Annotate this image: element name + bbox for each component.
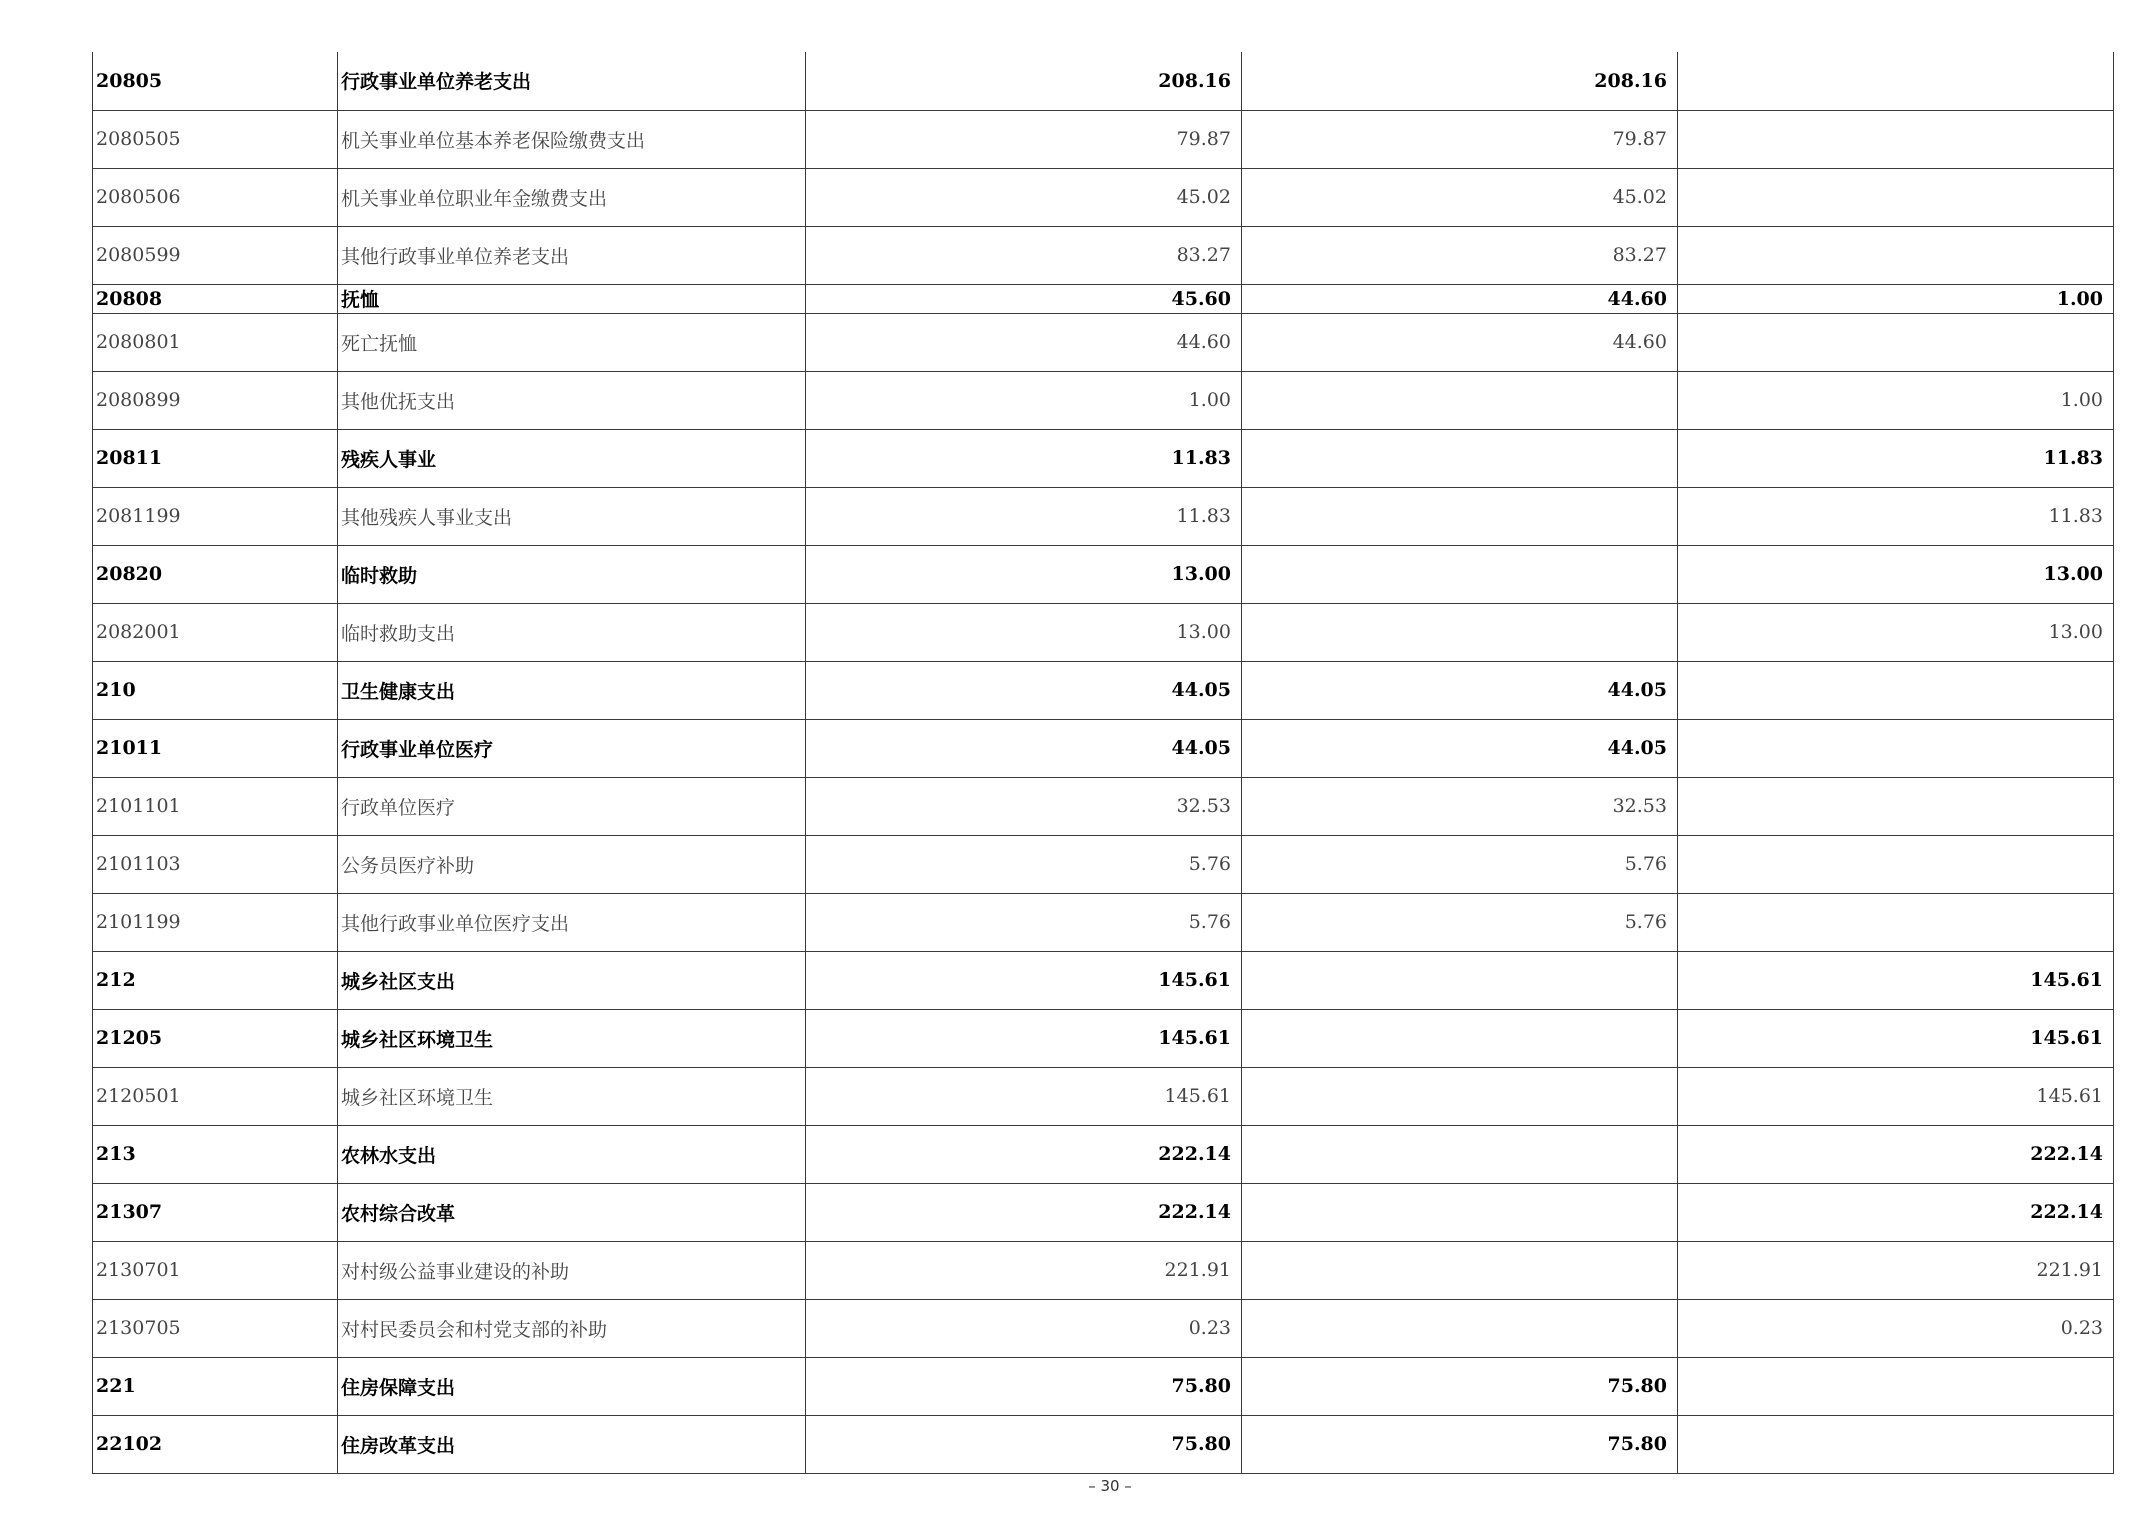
table-row xyxy=(93,429,2114,487)
cell-code: 2101103 xyxy=(93,835,338,893)
cell-total: 44.60 xyxy=(806,313,1242,371)
cell-code: 2130701 xyxy=(93,1241,338,1299)
cell-basic-expenditure: 75.80 xyxy=(1242,1415,1678,1473)
cell-total: 5.76 xyxy=(806,893,1242,951)
table-body xyxy=(93,52,2114,1473)
cell-total: 5.76 xyxy=(806,835,1242,893)
table-row xyxy=(93,487,2114,545)
cell-basic-expenditure xyxy=(1242,429,1678,487)
cell-basic-expenditure: 44.05 xyxy=(1242,661,1678,719)
cell-project-expenditure xyxy=(1678,893,2114,951)
cell-code: 2081199 xyxy=(93,487,338,545)
cell-project-expenditure xyxy=(1678,1357,2114,1415)
cell-total: 11.83 xyxy=(806,429,1242,487)
cell-project-expenditure: 145.61 xyxy=(1678,1067,2114,1125)
cell-basic-expenditure xyxy=(1242,951,1678,1009)
cell-name: 卫生健康支出 xyxy=(338,661,806,719)
cell-name: 其他行政事业单位医疗支出 xyxy=(338,893,806,951)
cell-code: 2082001 xyxy=(93,603,338,661)
cell-code: 2120501 xyxy=(93,1067,338,1125)
table-row xyxy=(93,545,2114,603)
cell-basic-expenditure: 45.02 xyxy=(1242,168,1678,226)
table-row xyxy=(93,1357,2114,1415)
table-row xyxy=(93,284,2114,313)
cell-project-expenditure: 13.00 xyxy=(1678,545,2114,603)
cell-project-expenditure xyxy=(1678,835,2114,893)
cell-basic-expenditure xyxy=(1242,1067,1678,1125)
cell-basic-expenditure xyxy=(1242,545,1678,603)
cell-project-expenditure xyxy=(1678,168,2114,226)
table-row xyxy=(93,1009,2114,1067)
cell-name: 城乡社区环境卫生 xyxy=(338,1067,806,1125)
cell-basic-expenditure: 44.60 xyxy=(1242,284,1678,313)
table-row xyxy=(93,110,2114,168)
cell-code: 213 xyxy=(93,1125,338,1183)
cell-total: 222.14 xyxy=(806,1125,1242,1183)
table-row xyxy=(93,661,2114,719)
cell-basic-expenditure xyxy=(1242,1183,1678,1241)
cell-project-expenditure xyxy=(1678,661,2114,719)
cell-code: 20820 xyxy=(93,545,338,603)
table-row xyxy=(93,52,2114,110)
table-row xyxy=(93,1415,2114,1473)
cell-total: 32.53 xyxy=(806,777,1242,835)
table-row xyxy=(93,835,2114,893)
table-row xyxy=(93,893,2114,951)
table-row xyxy=(93,719,2114,777)
cell-name: 城乡社区环境卫生 xyxy=(338,1009,806,1067)
cell-basic-expenditure: 208.16 xyxy=(1242,52,1678,110)
cell-code: 21307 xyxy=(93,1183,338,1241)
cell-basic-expenditure: 79.87 xyxy=(1242,110,1678,168)
cell-total: 75.80 xyxy=(806,1357,1242,1415)
cell-project-expenditure xyxy=(1678,52,2114,110)
cell-name: 死亡抚恤 xyxy=(338,313,806,371)
cell-project-expenditure: 222.14 xyxy=(1678,1125,2114,1183)
cell-total: 83.27 xyxy=(806,226,1242,284)
cell-basic-expenditure xyxy=(1242,1125,1678,1183)
cell-basic-expenditure: 44.05 xyxy=(1242,719,1678,777)
cell-code: 221 xyxy=(93,1357,338,1415)
cell-project-expenditure: 13.00 xyxy=(1678,603,2114,661)
cell-basic-expenditure xyxy=(1242,603,1678,661)
cell-name: 对村级公益事业建设的补助 xyxy=(338,1241,806,1299)
cell-name: 行政事业单位医疗 xyxy=(338,719,806,777)
cell-basic-expenditure xyxy=(1242,1299,1678,1357)
cell-name: 行政事业单位养老支出 xyxy=(338,52,806,110)
cell-project-expenditure xyxy=(1678,110,2114,168)
cell-project-expenditure: 1.00 xyxy=(1678,371,2114,429)
cell-total: 75.80 xyxy=(806,1415,1242,1473)
cell-code: 21011 xyxy=(93,719,338,777)
cell-code: 20811 xyxy=(93,429,338,487)
table-row xyxy=(93,1067,2114,1125)
cell-total: 45.60 xyxy=(806,284,1242,313)
table-row xyxy=(93,226,2114,284)
cell-name: 其他残疾人事业支出 xyxy=(338,487,806,545)
cell-project-expenditure: 0.23 xyxy=(1678,1299,2114,1357)
cell-code: 2080506 xyxy=(93,168,338,226)
cell-total: 1.00 xyxy=(806,371,1242,429)
cell-project-expenditure: 1.00 xyxy=(1678,284,2114,313)
cell-total: 45.02 xyxy=(806,168,1242,226)
cell-basic-expenditure: 83.27 xyxy=(1242,226,1678,284)
cell-name: 农村综合改革 xyxy=(338,1183,806,1241)
cell-project-expenditure: 221.91 xyxy=(1678,1241,2114,1299)
cell-name: 农林水支出 xyxy=(338,1125,806,1183)
cell-name: 机关事业单位职业年金缴费支出 xyxy=(338,168,806,226)
cell-total: 222.14 xyxy=(806,1183,1242,1241)
cell-code: 2080899 xyxy=(93,371,338,429)
table-row xyxy=(93,1125,2114,1183)
cell-name: 临时救助 xyxy=(338,545,806,603)
cell-basic-expenditure xyxy=(1242,371,1678,429)
cell-name: 住房改革支出 xyxy=(338,1415,806,1473)
cell-basic-expenditure: 32.53 xyxy=(1242,777,1678,835)
cell-code: 2101101 xyxy=(93,777,338,835)
cell-name: 对村民委员会和村党支部的补助 xyxy=(338,1299,806,1357)
cell-name: 抚恤 xyxy=(338,284,806,313)
cell-basic-expenditure: 5.76 xyxy=(1242,893,1678,951)
cell-name: 其他行政事业单位养老支出 xyxy=(338,226,806,284)
cell-project-expenditure xyxy=(1678,1415,2114,1473)
page-number: – 30 – xyxy=(1088,1477,1132,1495)
table-row xyxy=(93,777,2114,835)
cell-project-expenditure xyxy=(1678,777,2114,835)
cell-code: 2101199 xyxy=(93,893,338,951)
cell-name: 公务员医疗补助 xyxy=(338,835,806,893)
cell-total: 13.00 xyxy=(806,603,1242,661)
cell-basic-expenditure: 44.60 xyxy=(1242,313,1678,371)
cell-name: 行政单位医疗 xyxy=(338,777,806,835)
cell-name: 残疾人事业 xyxy=(338,429,806,487)
cell-project-expenditure xyxy=(1678,226,2114,284)
cell-project-expenditure: 222.14 xyxy=(1678,1183,2114,1241)
cell-total: 44.05 xyxy=(806,719,1242,777)
table-row xyxy=(93,1299,2114,1357)
cell-code: 21205 xyxy=(93,1009,338,1067)
table-row xyxy=(93,951,2114,1009)
cell-name: 临时救助支出 xyxy=(338,603,806,661)
table-row xyxy=(93,1241,2114,1299)
cell-project-expenditure xyxy=(1678,719,2114,777)
cell-name: 城乡社区支出 xyxy=(338,951,806,1009)
cell-total: 145.61 xyxy=(806,1067,1242,1125)
cell-name: 住房保障支出 xyxy=(338,1357,806,1415)
cell-basic-expenditure xyxy=(1242,1009,1678,1067)
cell-basic-expenditure: 5.76 xyxy=(1242,835,1678,893)
table-row xyxy=(93,603,2114,661)
cell-total: 145.61 xyxy=(806,951,1242,1009)
cell-project-expenditure: 145.61 xyxy=(1678,1009,2114,1067)
expenditure-table xyxy=(92,52,2114,1474)
cell-project-expenditure: 145.61 xyxy=(1678,951,2114,1009)
cell-code: 2130705 xyxy=(93,1299,338,1357)
cell-code: 20808 xyxy=(93,284,338,313)
cell-total: 13.00 xyxy=(806,545,1242,603)
cell-total: 11.83 xyxy=(806,487,1242,545)
cell-total: 0.23 xyxy=(806,1299,1242,1357)
cell-code: 2080801 xyxy=(93,313,338,371)
cell-total: 221.91 xyxy=(806,1241,1242,1299)
cell-code: 20805 xyxy=(93,52,338,110)
table-row xyxy=(93,313,2114,371)
cell-code: 210 xyxy=(93,661,338,719)
cell-total: 208.16 xyxy=(806,52,1242,110)
cell-name: 其他优抚支出 xyxy=(338,371,806,429)
cell-code: 22102 xyxy=(93,1415,338,1473)
table-row xyxy=(93,1183,2114,1241)
cell-project-expenditure: 11.83 xyxy=(1678,487,2114,545)
table-row xyxy=(93,371,2114,429)
cell-total: 44.05 xyxy=(806,661,1242,719)
cell-basic-expenditure: 75.80 xyxy=(1242,1357,1678,1415)
cell-project-expenditure xyxy=(1678,313,2114,371)
cell-basic-expenditure xyxy=(1242,1241,1678,1299)
cell-code: 212 xyxy=(93,951,338,1009)
cell-project-expenditure: 11.83 xyxy=(1678,429,2114,487)
cell-code: 2080599 xyxy=(93,226,338,284)
cell-name: 机关事业单位基本养老保险缴费支出 xyxy=(338,110,806,168)
cell-code: 2080505 xyxy=(93,110,338,168)
cell-basic-expenditure xyxy=(1242,487,1678,545)
cell-total: 145.61 xyxy=(806,1009,1242,1067)
cell-total: 79.87 xyxy=(806,110,1242,168)
table-row xyxy=(93,168,2114,226)
